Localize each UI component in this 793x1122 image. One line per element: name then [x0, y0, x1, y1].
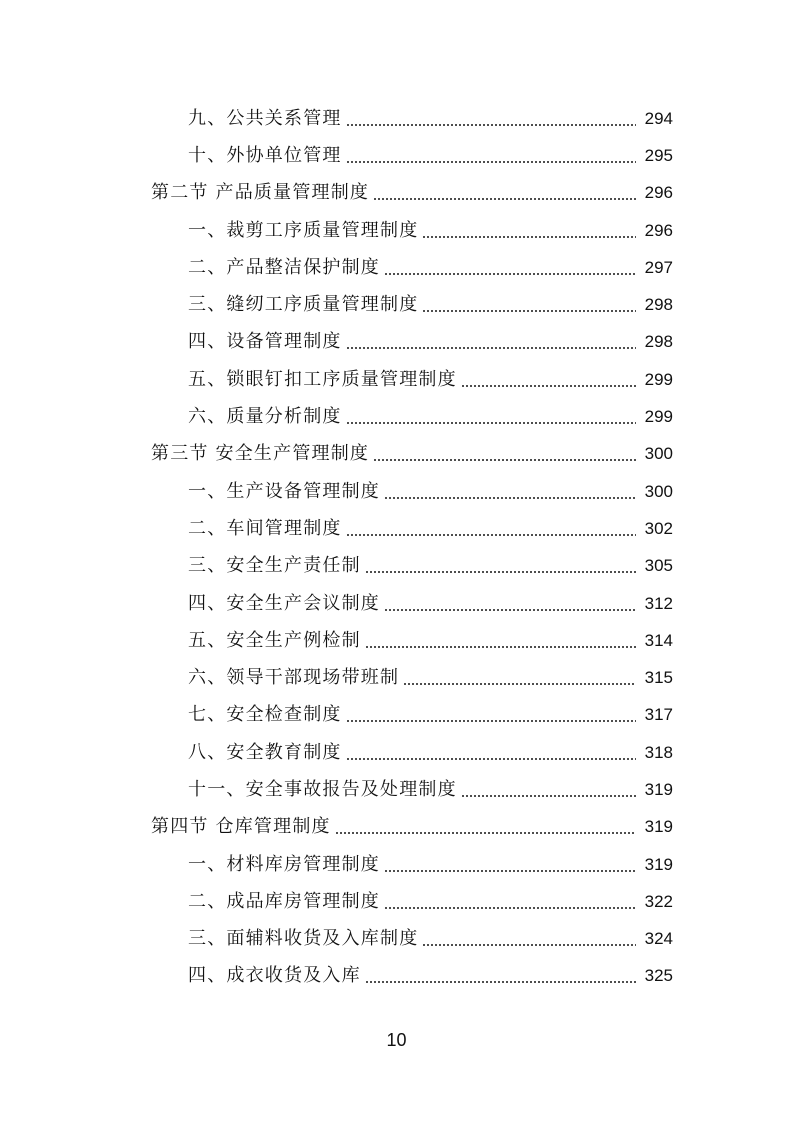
toc-entry-title: 五、安全生产例检制: [188, 629, 361, 651]
toc-entry-page: 318: [644, 742, 673, 762]
dot-leader: [365, 967, 636, 985]
toc-entry[interactable]: [0, 548, 793, 585]
toc-entry-title: 三、安全生产责任制: [188, 555, 361, 577]
toc-entry[interactable]: [0, 398, 793, 435]
dot-leader: [346, 408, 636, 426]
toc-entry-page: 302: [644, 518, 673, 538]
toc-entry[interactable]: [0, 137, 793, 174]
toc-entry-page: 319: [644, 817, 673, 837]
toc-entry-page: 324: [644, 929, 673, 949]
dot-leader: [422, 930, 636, 948]
toc-entry-page: 312: [644, 593, 673, 613]
dot-leader: [335, 818, 636, 836]
toc-entry-page: 319: [644, 854, 673, 874]
toc-entry-title: 二、成品库房管理制度: [188, 890, 380, 912]
toc-entry-title: 四、设备管理制度: [188, 331, 342, 353]
toc-entry-title: 二、车间管理制度: [188, 517, 342, 539]
toc-entry-page: 315: [644, 668, 673, 688]
dot-leader: [365, 632, 636, 650]
toc-entry[interactable]: [0, 622, 793, 659]
toc-entry-page: 294: [644, 108, 673, 128]
toc-entry[interactable]: [0, 212, 793, 249]
toc-entry-title: 第二节 产品质量管理制度: [151, 182, 370, 204]
toc-entry-title: 八、安全教育制度: [188, 741, 342, 763]
dot-leader: [346, 110, 636, 128]
dot-leader: [384, 483, 636, 501]
dot-leader: [384, 856, 636, 874]
toc-entry-title: 十、外协单位管理: [188, 144, 342, 166]
page-number: 10: [386, 1030, 407, 1050]
toc-entry-page: 325: [644, 966, 673, 986]
toc-entry-page: 317: [644, 705, 673, 725]
dot-leader: [403, 669, 636, 687]
toc-entry-page: 299: [644, 369, 673, 389]
toc-entry[interactable]: [0, 286, 793, 323]
toc-entry-title: 六、质量分析制度: [188, 406, 342, 428]
toc-entry[interactable]: [0, 659, 793, 696]
toc-entry-page: 299: [644, 407, 673, 427]
toc-entry[interactable]: [0, 510, 793, 547]
toc-entry[interactable]: [0, 771, 793, 808]
dot-leader: [384, 595, 636, 613]
toc-entry-title: 五、锁眼钉扣工序质量管理制度: [188, 368, 457, 390]
toc-entry-title: 四、成衣收货及入库: [188, 965, 361, 987]
dot-leader: [373, 445, 636, 463]
toc-entry[interactable]: [0, 361, 793, 398]
toc-entry-page: 322: [644, 891, 673, 911]
toc-entry[interactable]: [0, 249, 793, 286]
toc-entry-page: 305: [644, 556, 673, 576]
dot-leader: [373, 184, 636, 202]
table-of-contents: [0, 100, 793, 995]
toc-entry-title: 六、领导干部现场带班制: [188, 667, 400, 689]
toc-entry-title: 一、生产设备管理制度: [188, 480, 380, 502]
toc-entry[interactable]: [0, 883, 793, 920]
toc-entry[interactable]: [0, 958, 793, 995]
toc-entry-title: 一、裁剪工序质量管理制度: [188, 219, 419, 241]
toc-entry[interactable]: [0, 473, 793, 510]
toc-entry[interactable]: [0, 697, 793, 734]
dot-leader: [346, 706, 636, 724]
toc-entry[interactable]: [0, 585, 793, 622]
toc-entry-title: 九、公共关系管理: [188, 107, 342, 129]
toc-entry[interactable]: [0, 921, 793, 958]
toc-entry-page: 297: [644, 257, 673, 277]
dot-leader: [365, 557, 636, 575]
dot-leader: [346, 744, 636, 762]
toc-entry-title: 三、缝纫工序质量管理制度: [188, 294, 419, 316]
dot-leader: [384, 893, 636, 911]
toc-entry-page: 296: [644, 183, 673, 203]
toc-entry[interactable]: [0, 436, 793, 473]
dot-leader: [346, 333, 636, 351]
toc-entry-page: 298: [644, 332, 673, 352]
toc-entry-page: 296: [644, 220, 673, 240]
toc-entry-title: 一、材料库房管理制度: [188, 853, 380, 875]
toc-entry-page: 295: [644, 145, 673, 165]
toc-entry-page: 319: [644, 779, 673, 799]
toc-entry[interactable]: [0, 324, 793, 361]
toc-entry-title: 七、安全检查制度: [188, 704, 342, 726]
dot-leader: [346, 520, 636, 538]
toc-entry-title: 二、产品整洁保护制度: [188, 256, 380, 278]
toc-entry-page: 314: [644, 630, 673, 650]
toc-entry[interactable]: [0, 175, 793, 212]
dot-leader: [461, 781, 636, 799]
toc-entry-title: 四、安全生产会议制度: [188, 592, 380, 614]
toc-entry-page: 300: [644, 444, 673, 464]
toc-entry-page: 298: [644, 295, 673, 315]
dot-leader: [346, 147, 636, 165]
dot-leader: [461, 371, 636, 389]
toc-entry-title: 十一、安全事故报告及处理制度: [188, 778, 457, 800]
toc-entry-title: 第三节 安全生产管理制度: [151, 443, 370, 465]
dot-leader: [422, 222, 636, 240]
toc-entry-page: 300: [644, 481, 673, 501]
toc-entry[interactable]: [0, 809, 793, 846]
toc-entry[interactable]: [0, 846, 793, 883]
toc-entry[interactable]: [0, 100, 793, 137]
toc-entry-title: 第四节 仓库管理制度: [151, 816, 331, 838]
toc-entry-title: 三、面辅料收货及入库制度: [188, 928, 419, 950]
dot-leader: [422, 296, 636, 314]
toc-entry[interactable]: [0, 734, 793, 771]
dot-leader: [384, 259, 636, 277]
